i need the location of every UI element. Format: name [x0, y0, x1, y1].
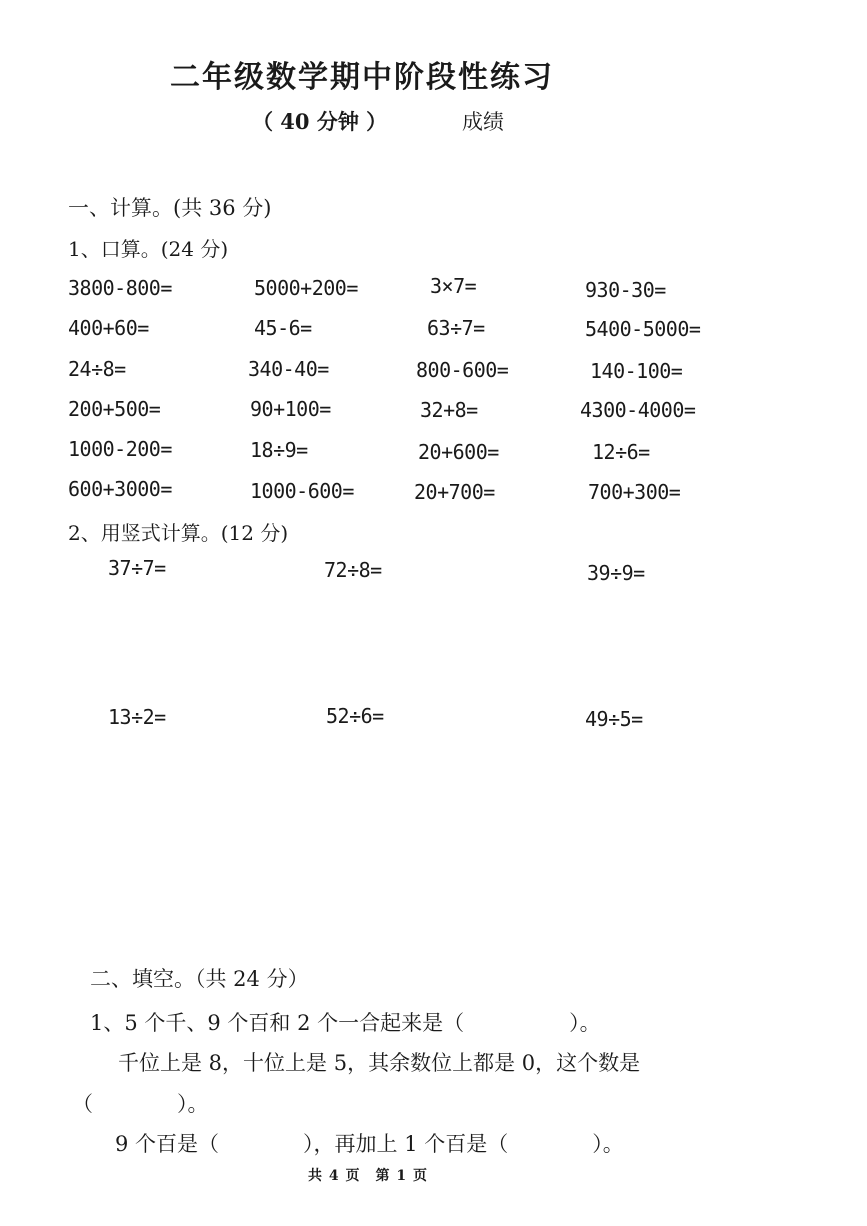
oral-problem: 1000-200=	[68, 437, 172, 461]
oral-problem: 140-100=	[590, 359, 683, 383]
oral-calc-heading: 1、口算。(24 分)	[68, 237, 229, 261]
oral-problem: 5000+200=	[254, 276, 358, 300]
oral-problem: 600+3000=	[68, 477, 172, 501]
oral-problem: 1000-600=	[250, 479, 354, 503]
vertical-problem: 72÷8=	[324, 558, 382, 582]
duration-label: （ 40 分钟 ）	[252, 109, 388, 134]
oral-problem: 20+700=	[414, 480, 495, 504]
oral-problem: 90+100=	[250, 397, 331, 421]
oral-problem: 400+60=	[68, 316, 149, 340]
fill-question-line: （ ）。	[72, 1092, 209, 1116]
oral-problem: 3×7=	[430, 274, 477, 298]
oral-problem: 200+500=	[68, 397, 161, 421]
oral-problem: 700+300=	[588, 480, 681, 504]
page-footer: 共 4 页 第 1 页	[308, 1168, 428, 1184]
fill-question-line: 千位上是 8，十位上是 5，其余数位上都是 0，这个数是	[118, 1051, 641, 1075]
vertical-problem: 52÷6=	[326, 704, 384, 728]
oral-problem: 800-600=	[416, 358, 509, 382]
oral-problem: 3800-800=	[68, 276, 172, 300]
score-label: 成绩	[462, 110, 504, 134]
fill-question-line: 9 个百是（ ），再加上 1 个百是（ ）。	[115, 1132, 624, 1156]
oral-problem: 12÷6=	[592, 440, 650, 464]
oral-problem: 340-40=	[248, 357, 329, 381]
vertical-calc-heading: 2、用竖式计算。(12 分)	[68, 521, 289, 545]
section1-heading: 一、计算。(共 36 分)	[68, 196, 272, 220]
vertical-problem: 13÷2=	[108, 705, 166, 729]
oral-problem: 4300-4000=	[580, 398, 696, 422]
page-title: 二年级数学期中阶段性练习	[170, 60, 554, 95]
oral-problem: 32+8=	[420, 398, 478, 422]
oral-problem: 930-30=	[585, 278, 666, 302]
oral-problem: 24÷8=	[68, 357, 126, 381]
oral-problem: 45-6=	[254, 316, 312, 340]
oral-problem: 5400-5000=	[585, 317, 701, 341]
vertical-problem: 39÷9=	[587, 561, 645, 585]
vertical-problem: 37÷7=	[108, 556, 166, 580]
fill-question-line: 1、5 个千、9 个百和 2 个一合起来是（ ）。	[90, 1011, 601, 1035]
oral-problem: 63÷7=	[427, 316, 485, 340]
section2-heading: 二、填空。（共 24 分）	[90, 967, 309, 991]
oral-problem: 18÷9=	[250, 438, 308, 462]
vertical-problem: 49÷5=	[585, 707, 643, 731]
oral-problem: 20+600=	[418, 440, 499, 464]
